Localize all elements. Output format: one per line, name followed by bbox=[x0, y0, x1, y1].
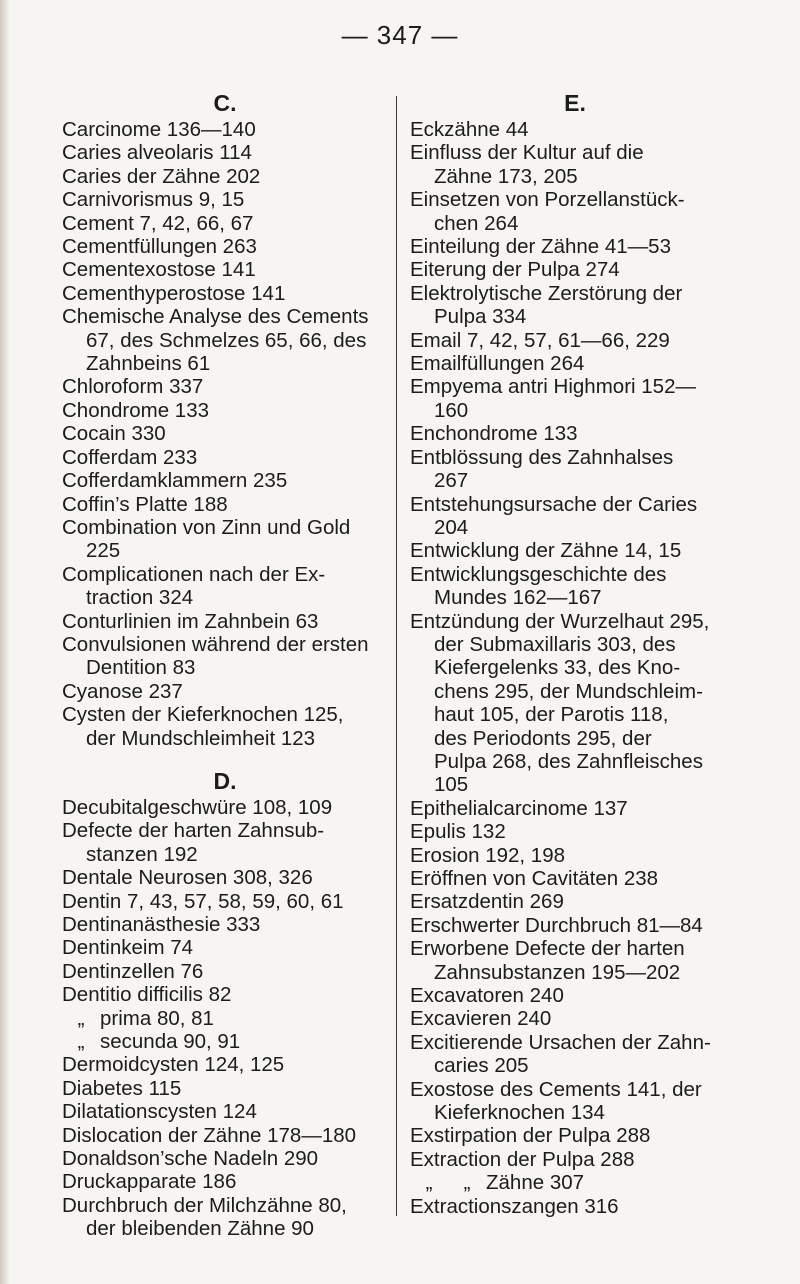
index-entry: Eckzähne 44 bbox=[410, 118, 529, 141]
index-entry: Eröffnen von Cavitäten 238 bbox=[410, 867, 659, 890]
index-entry: Entstehungsursache der Caries 204 bbox=[410, 492, 698, 539]
index-entry: Enchondrome 133 bbox=[410, 422, 578, 446]
index-entry: Complicationen nach der Ex- traction 324 bbox=[62, 562, 326, 610]
index-entry: Entzündung der Wurzelhaut 295, der Submaxillaris 303, des Kiefergelenks 33, des Kno- chens 295, der Mundschleim- haut 105, der Parotis 118, des Periodonts 295, der Pulpa 268, des Zahnfleisches 105 bbox=[410, 609, 710, 797]
index-entry: Erschwerter Durchbruch 81—84 bbox=[410, 913, 703, 937]
index-entry: Cofferdam 233 bbox=[62, 445, 198, 469]
index-entry: Dentitio difficilis 82 bbox=[62, 983, 232, 1007]
index-entry: Einteilung der Zähne 41—53 bbox=[410, 235, 671, 259]
index-entry: Cementhyperostose 141 bbox=[62, 281, 286, 305]
ditto-mark: „ bbox=[463, 1171, 471, 1195]
index-entry: Cysten der Kieferknochen 125, der Mundschleimheit 123 bbox=[62, 703, 344, 750]
left-column bbox=[62, 88, 388, 1241]
index-entry: Defecte der harten Zahnsub- stanzen 192 bbox=[62, 819, 325, 866]
right-column bbox=[410, 88, 740, 1218]
index-entry: Dermoidcysten 124, 125 bbox=[62, 1053, 285, 1077]
index-entry: Epithelialcarcinome 137 bbox=[410, 796, 628, 820]
section-c-entries bbox=[62, 118, 388, 750]
ditto-mark: „ bbox=[77, 1030, 85, 1054]
index-entry: Entwicklung der Zähne 14, 15 bbox=[410, 539, 682, 563]
index-entry: Cofferdamklammern 235 bbox=[62, 469, 288, 493]
index-entry: Einfluss der Kultur auf die Zähne 173, 205 bbox=[410, 141, 644, 188]
index-entry: Dislocation der Zähne 178—180 bbox=[62, 1123, 357, 1147]
index-entry: Erworbene Defecte der harten Zahnsubstanzen 195—202 bbox=[410, 937, 685, 984]
subentry-text: prima 80, 81 bbox=[100, 1006, 214, 1030]
index-entry: Cementfüllungen 263 bbox=[62, 235, 257, 259]
index-entry: Cement 7, 42, 66, 67 bbox=[62, 211, 254, 235]
index-entry: Eiterung der Pulpa 274 bbox=[410, 258, 620, 282]
section-heading-d: D. bbox=[213, 767, 237, 794]
index-entry: Druckapparate 186 bbox=[62, 1170, 237, 1194]
index-entry: Cocain 330 bbox=[62, 422, 166, 446]
index-entry: Chondrome 133 bbox=[62, 398, 210, 422]
index-entry: Entwicklungsgeschichte des Mundes 162—167 bbox=[410, 562, 667, 610]
index-entry: Donaldson’sche Nadeln 290 bbox=[62, 1147, 319, 1171]
ditto-mark: „ bbox=[77, 1006, 85, 1030]
index-entry: Epulis 132 bbox=[410, 820, 506, 844]
index-entry: Elektrolytische Zerstörung der Pulpa 334 bbox=[410, 281, 683, 329]
page-number: — 347 — bbox=[341, 20, 459, 50]
index-entry: Dilatationscysten 124 bbox=[62, 1100, 257, 1124]
index-entry: Extraction der Pulpa 288 bbox=[410, 1147, 635, 1171]
index-entry: Cyanose 237 bbox=[62, 679, 183, 703]
subentry-text: Zähne 307 bbox=[486, 1171, 585, 1195]
index-entry: Excavatoren 240 bbox=[410, 984, 564, 1008]
index-entry: Dentinzellen 76 bbox=[62, 959, 204, 983]
index-entry: Durchbruch der Milchzähne 80, der bleibenden Zähne 90 bbox=[62, 1193, 347, 1241]
subentry-text: secunda 90, 91 bbox=[100, 1030, 241, 1054]
index-entry: Caries alveolaris 114 bbox=[62, 141, 252, 165]
section-heading-e: E. bbox=[564, 90, 586, 116]
page-binding-shadow bbox=[0, 0, 10, 1284]
index-entry: Email 7, 42, 57, 61—66, 229 bbox=[410, 328, 670, 352]
index-entry: Conturlinien im Zahnbein 63 bbox=[62, 609, 319, 633]
index-entry: Dentinkeim 74 bbox=[62, 936, 194, 960]
index-subentry bbox=[410, 1171, 740, 1194]
index-entry: Decubitalgeschwüre 108, 109 bbox=[62, 795, 333, 819]
index-entry: Emailfüllungen 264 bbox=[410, 352, 585, 376]
index-entry: Dentinanästhesie 333 bbox=[62, 913, 261, 936]
index-entry: Extractionszangen 316 bbox=[410, 1194, 619, 1218]
index-entry: Chemische Analyse des Cements 67, des Schmelzes 65, 66, des Zahnbeins 61 bbox=[62, 305, 369, 376]
index-entry: Coffin’s Platte 188 bbox=[62, 492, 228, 516]
index-entry: Empyema antri Highmori 152— 160 bbox=[410, 375, 696, 422]
index-entry: Combination von Zinn und Gold 225 bbox=[62, 515, 351, 563]
index-entry: Excavieren 240 bbox=[410, 1007, 552, 1031]
index-subentry bbox=[62, 1030, 388, 1053]
section-e-entries bbox=[410, 118, 740, 1218]
index-entry: Entblössung des Zahnhalses 267 bbox=[410, 445, 674, 493]
index-entry: Excitierende Ursachen der Zahn- caries 205 bbox=[410, 1030, 711, 1078]
index-entry: Carnivorismus 9, 15 bbox=[62, 188, 245, 212]
section-heading-c: C. bbox=[213, 90, 237, 116]
index-entry: Dentale Neurosen 308, 326 bbox=[62, 866, 313, 890]
index-subentry bbox=[62, 1007, 388, 1030]
index-entry: Exostose des Cements 141, der Kieferknochen 134 bbox=[410, 1077, 702, 1125]
index-entry: Convulsionen während der ersten Dentition 83 bbox=[62, 632, 369, 680]
index-entry: Diabetes 115 bbox=[62, 1076, 182, 1100]
index-entry: Erosion 192, 198 bbox=[410, 843, 566, 867]
index-entry: Chloroform 337 bbox=[62, 375, 204, 399]
index-entry: Einsetzen von Porzellanstück- chen 264 bbox=[410, 188, 685, 235]
index-entry: Exstirpation der Pulpa 288 bbox=[410, 1124, 651, 1148]
index-entry: Ersatzdentin 269 bbox=[410, 890, 564, 914]
ditto-mark: „ bbox=[425, 1171, 433, 1195]
section-d-entries bbox=[62, 796, 388, 1241]
index-entry: Carcinome 136—140 bbox=[62, 118, 256, 141]
index-entry: Cementexostose 141 bbox=[62, 258, 256, 282]
column-divider bbox=[396, 96, 397, 1216]
index-entry: Caries der Zähne 202 bbox=[62, 164, 261, 188]
index-entry: Dentin 7, 43, 57, 58, 59, 60, 61 bbox=[62, 889, 344, 913]
